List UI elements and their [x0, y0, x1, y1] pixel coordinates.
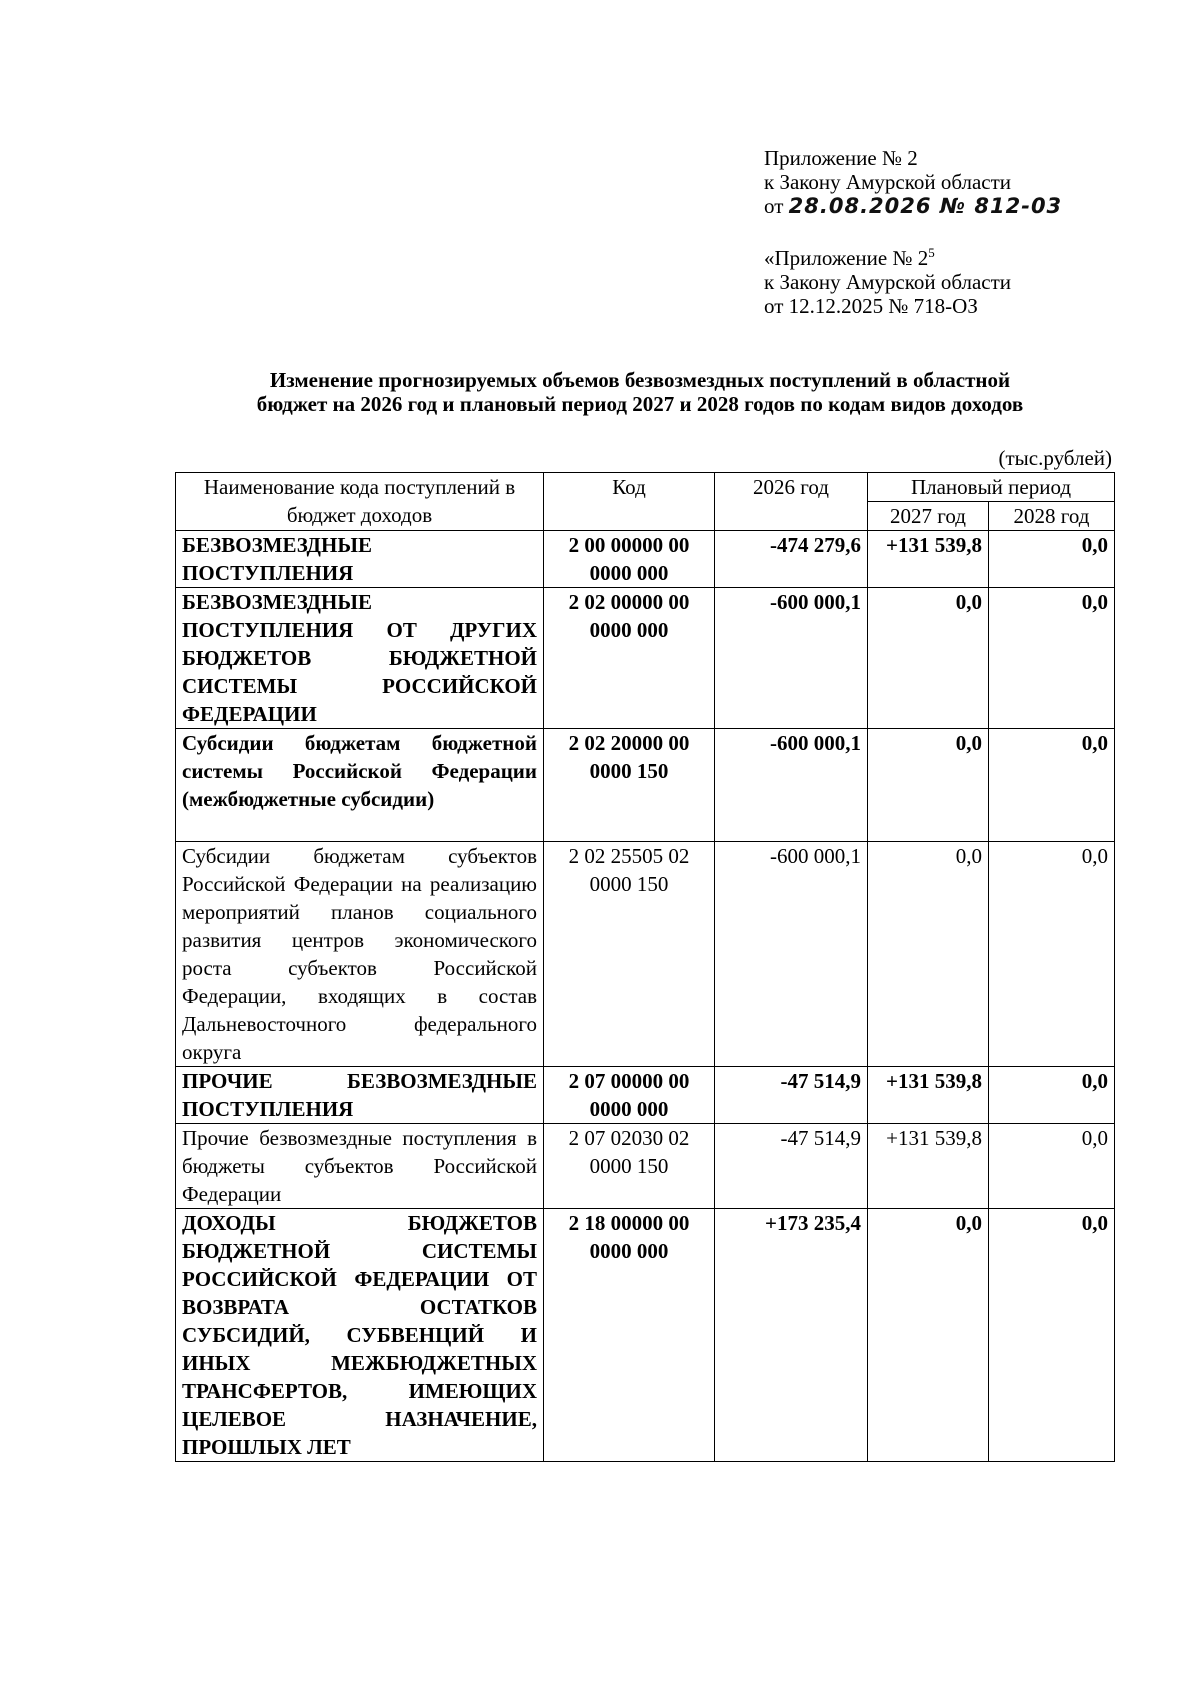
row-code: 2 18 00000 00 0000 000: [544, 1209, 715, 1462]
approval-line-3: [764, 194, 1184, 218]
reference-superscript: 5: [928, 245, 935, 260]
reference-line-2: к Закону Амурской области: [764, 270, 1012, 294]
row-name: Прочие безвозмездные поступления в бюджеты субъектов Российской Федерации: [176, 1124, 544, 1209]
row-value-2028: 0,0: [989, 1124, 1115, 1209]
row-code: 2 07 00000 00 0000 000: [544, 1067, 715, 1124]
row-value-2027: 0,0: [868, 1209, 989, 1462]
row-value-2027: 0,0: [868, 729, 989, 842]
row-value-2026: -600 000,1: [715, 842, 868, 1067]
table-row: [176, 1124, 1115, 1209]
table-row: [176, 1067, 1115, 1124]
row-code: 2 00 00000 00 0000 000: [544, 531, 715, 588]
row-name: Субсидии бюджетам субъектов Российской Федерации на реализацию мероприятий планов социального развития центров экономического роста субъектов Российской Федерации, входящих в состав Дальневосточного федерального округа: [176, 842, 544, 1067]
row-value-2028: 0,0: [989, 588, 1115, 729]
row-value-2026: -47 514,9: [715, 1124, 868, 1209]
row-name: БЕЗВОЗМЕЗДНЫЕ ПОСТУПЛЕНИЯ ОТ ДРУГИХ БЮДЖЕТОВ БЮДЖЕТНОЙ СИСТЕМЫ РОССИЙСКОЙ ФЕДЕРАЦИИ: [176, 588, 544, 729]
row-value-2026: -600 000,1: [715, 729, 868, 842]
header-row-1: [176, 473, 1115, 502]
row-value-2028: 0,0: [989, 531, 1115, 588]
units-label: (тыс.рублей): [998, 446, 1112, 470]
document-title-line-1: Изменение прогнозируемых объемов безвозмездных поступлений в областной: [269, 368, 1011, 392]
approval-line-2: к Закону Амурской области: [764, 170, 1012, 194]
row-value-2028: 0,0: [989, 1209, 1115, 1462]
table-row: [176, 1209, 1115, 1462]
row-value-2026: +173 235,4: [715, 1209, 868, 1462]
reference-block: [764, 246, 1184, 318]
table-row: [176, 588, 1115, 729]
row-name: БЕЗВОЗМЕЗДНЫЕ ПОСТУПЛЕНИЯ: [176, 531, 544, 588]
row-code: 2 02 00000 00 0000 000: [544, 588, 715, 729]
approval-line-1: Приложение № 2: [764, 146, 918, 170]
header-2026: 2026 год: [715, 473, 868, 531]
row-value-2027: +131 539,8: [868, 1124, 989, 1209]
table-row: [176, 531, 1115, 588]
revenue-table: [175, 472, 1115, 1462]
row-value-2026: -47 514,9: [715, 1067, 868, 1124]
header-name: Наименование кода поступлений в бюджет доходов: [176, 473, 544, 531]
row-value-2027: +131 539,8: [868, 531, 989, 588]
approval-block: [764, 146, 1184, 218]
header-2027: 2027 год: [868, 502, 989, 531]
row-value-2027: +131 539,8: [868, 1067, 989, 1124]
row-name: ПРОЧИЕ БЕЗВОЗМЕЗДНЫЕ ПОСТУПЛЕНИЯ: [176, 1067, 544, 1124]
header-planning-period: Плановый период: [868, 473, 1115, 502]
reference-line-1-text: «Приложение № 2: [764, 246, 929, 270]
row-value-2027: 0,0: [868, 588, 989, 729]
approval-prefix: от: [764, 194, 784, 218]
handwritten-date-number: 28.08.2026 № 812-03: [788, 194, 1063, 218]
row-code: 2 02 20000 00 0000 150: [544, 729, 715, 842]
row-code: 2 02 25505 02 0000 150: [544, 842, 715, 1067]
row-value-2028: 0,0: [989, 729, 1115, 842]
row-value-2027: 0,0: [868, 842, 989, 1067]
header-code: Код: [544, 473, 715, 531]
document-title-line-2: бюджет на 2026 год и плановый период 2027 и 2028 годов по кодам видов доходов: [256, 392, 1024, 416]
row-code: 2 07 02030 02 0000 150: [544, 1124, 715, 1209]
reference-line-3: от 12.12.2025 № 718-ОЗ: [764, 294, 978, 318]
table-row: [176, 842, 1115, 1067]
reference-line-1: [764, 246, 1184, 270]
row-value-2026: -474 279,6: [715, 531, 868, 588]
row-value-2028: 0,0: [989, 1067, 1115, 1124]
row-value-2026: -600 000,1: [715, 588, 868, 729]
row-name: ДОХОДЫ БЮДЖЕТОВ БЮДЖЕТНОЙ СИСТЕМЫ РОССИЙСКОЙ ФЕДЕРАЦИИ ОТ ВОЗВРАТА ОСТАТКОВ СУБСИДИЙ, СУБВЕНЦИЙ И ИНЫХ МЕЖБЮДЖЕТНЫХ ТРАНСФЕРТОВ, ИМЕЮЩИХ ЦЕЛЕВОЕ НАЗНАЧЕНИЕ, ПРОШЛЫХ ЛЕТ: [176, 1209, 544, 1462]
document-title: [160, 368, 1120, 416]
header-2028: 2028 год: [989, 502, 1115, 531]
row-value-2028: 0,0: [989, 842, 1115, 1067]
row-name: Субсидии бюджетам бюджетной системы Российской Федерации (межбюджетные субсидии): [176, 729, 544, 842]
table-row: [176, 729, 1115, 842]
